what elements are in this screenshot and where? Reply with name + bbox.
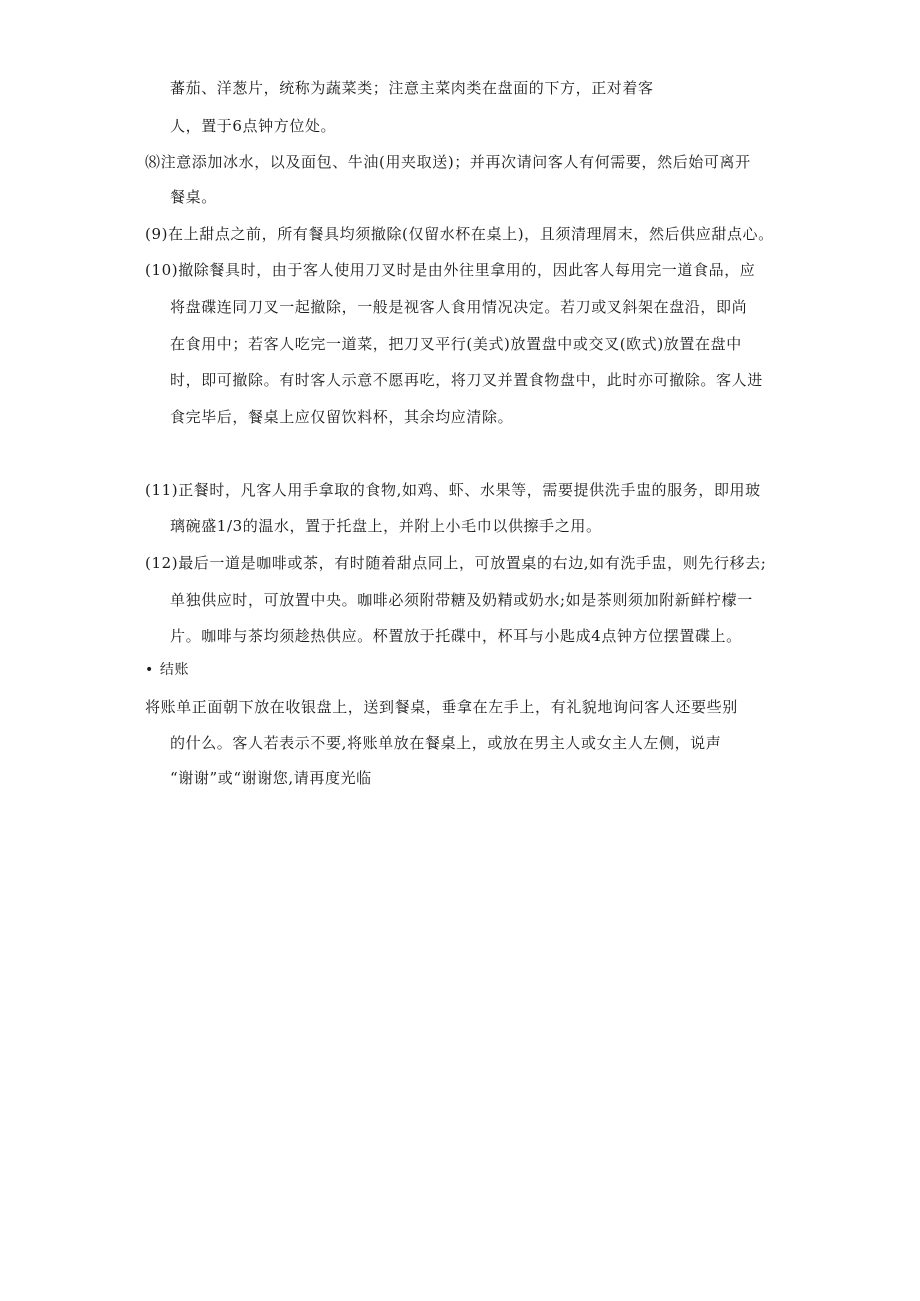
item-8-line-2: 餐桌。 — [170, 188, 217, 206]
checkout-para-line-3: “谢谢”或“谢谢您,请再度光临 — [170, 769, 372, 787]
checkout-para-line-2: 的什么。客人若表示不要,将账单放在餐桌上，或放在男主人或女主人左侧，说声 — [170, 734, 722, 752]
bullet-icon: • — [145, 662, 154, 678]
item-10-line-4: 时，即可撤除。有时客人示意不愿再吃，将刀叉并置食物盘中，此时亦可撤除。客人进 — [170, 371, 763, 389]
item-11-line-2: 璃碗盛1/3的温水，置于托盘上，并附上小毛巾以供擦手之用。 — [170, 517, 602, 535]
item-10-line-1: (10)撤除餐具时，由于客人使用刀叉时是由外往里拿用的，因此客人每用完一道食品，应 — [145, 261, 756, 279]
item-7-continuation-line-2: 人，置于6点钟方位处。 — [170, 117, 337, 135]
item-8-line-1: ⑻注意添加冰水，以及面包、牛油(用夹取送)；并再次请问客人有何需要，然后始可离开 — [145, 153, 751, 171]
item-12-line-1: (12)最后一道是咖啡或茶，有时随着甜点同上，可放置桌的右边,如有洗手盅，则先行移去; — [145, 554, 767, 572]
item-12-line-3: 片。咖啡与茶均须趁热供应。杯置放于托碟中，杯耳与小匙成4点钟方位摆置碟上。 — [170, 627, 742, 645]
item-11-line-1: (11)正餐时，凡客人用手拿取的食物,如鸡、虾、水果等，需要提供洗手盅的服务，即用玻 — [145, 481, 761, 499]
item-9-line-1: (9)在上甜点之前，所有餐具均须撤除(仅留水杯在桌上)，且须清理屑末，然后供应甜点心。 — [145, 225, 774, 243]
section-heading-checkout — [145, 660, 189, 680]
item-10-line-3: 在食用中；若客人吃完一道菜，把刀叉平行(美式)放置盘中或交叉(欧式)放置在盘中 — [170, 335, 742, 353]
item-10-line-5: 食完毕后，餐桌上应仅留饮料杯，其余均应清除。 — [170, 408, 514, 426]
item-10-line-2: 将盘碟连同刀叉一起撤除，一般是视客人食用情况决定。若刀或叉斜架在盘沿，即尚 — [170, 298, 748, 316]
checkout-para-line-1: 将账单正面朝下放在收银盘上，送到餐桌，垂拿在左手上，有礼貌地询问客人还要些别 — [145, 698, 738, 716]
item-7-continuation-line-1: 蕃茄、洋葱片，统称为蔬菜类；注意主菜肉类在盘面的下方，正对着客 — [170, 79, 654, 97]
item-12-line-2: 单独供应时，可放置中央。咖啡必须附带糖及奶精或奶水;如是茶则须加附新鲜柠檬一 — [170, 591, 753, 609]
section-heading-label: 结账 — [159, 662, 190, 678]
